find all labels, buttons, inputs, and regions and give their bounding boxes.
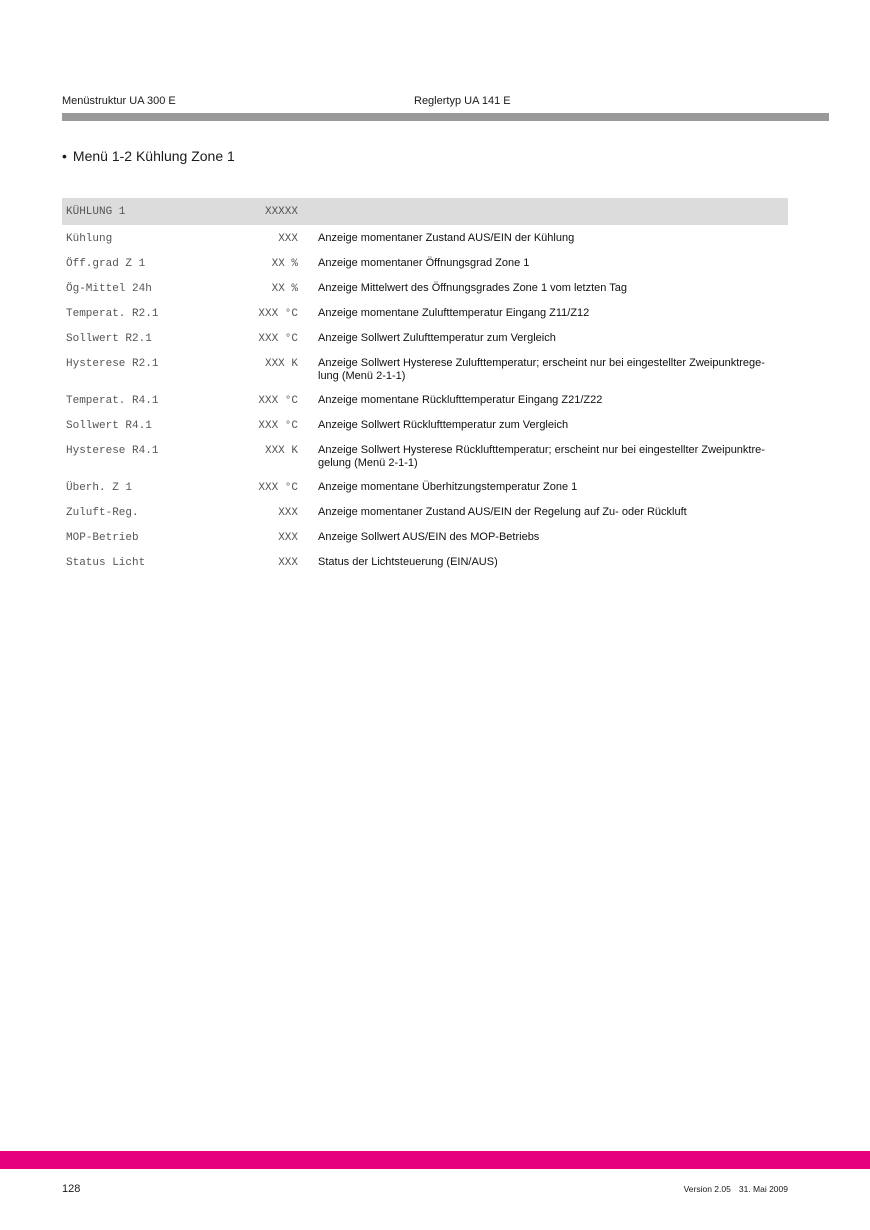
row-label: Kühlung (66, 233, 113, 245)
row-value: XXX K (264, 445, 298, 457)
row-description: Anzeige momentaner Zustand AUS/EIN der Kühlung (318, 232, 575, 244)
row-label: Hysterese R4.1 (66, 445, 159, 457)
bullet-icon: • (62, 148, 67, 164)
version-info (684, 1184, 788, 1194)
table-row (62, 412, 788, 437)
row-description: Status der Lichtsteuerung (EIN/AUS) (318, 556, 498, 568)
table-row (62, 300, 788, 325)
row-description: Anzeige momentane Rücklufttemperatur Eingang Z21/Z22 (318, 394, 603, 406)
row-value: XXX °C (258, 395, 298, 407)
row-description: Anzeige momentaner Zustand AUS/EIN der Regelung auf Zu- oder Rückluft (318, 506, 687, 518)
table-row (62, 499, 788, 524)
row-description: Anzeige Sollwert AUS/EIN des MOP-Betriebs (318, 531, 540, 543)
row-description: Anzeige momentaner Öffnungsgrad Zone 1 (318, 257, 530, 269)
row-value: XXX °C (258, 333, 298, 345)
page-number: 128 (62, 1183, 81, 1195)
row-description: Anzeige Sollwert Rücklufttemperatur zum Vergleich (318, 419, 569, 431)
row-label: Temperat. R4.1 (66, 395, 159, 407)
row-value: XXX (278, 507, 298, 519)
row-label: Hysterese R2.1 (66, 358, 159, 370)
table-header-value: XXXXX (246, 198, 298, 225)
table-row (62, 325, 788, 350)
table-header-row (62, 198, 788, 225)
section-heading (62, 148, 235, 164)
table-header-label: KÜHLUNG 1 (62, 198, 246, 225)
row-description: Anzeige Sollwert Zulufttemperatur zum Vergleich (318, 332, 556, 344)
table-row (62, 225, 788, 250)
row-value: XXX °C (258, 482, 298, 494)
row-label: Status Licht (66, 557, 146, 569)
row-description: Anzeige Sollwert Hysterese Zulufttemperatur; erscheint nur bei eingestellter Zweipunktrege-lung (Menü 2-1-1) (318, 357, 765, 382)
row-label: MOP-Betrieb (66, 532, 139, 544)
table-row (62, 437, 788, 474)
row-value: XX % (271, 258, 298, 270)
row-value: XXX °C (258, 308, 298, 320)
header-left-title: Menüstruktur UA 300 E (62, 95, 176, 107)
table-row (62, 350, 788, 387)
row-label: Zuluft-Reg. (66, 507, 139, 519)
row-label: Ög-Mittel 24h (66, 283, 152, 295)
table-row (62, 549, 788, 574)
row-value: XXX (278, 233, 298, 245)
row-description: Anzeige momentane Zulufttemperatur Eingang Z11/Z12 (318, 307, 590, 319)
table-row (62, 474, 788, 499)
version-label: Version 2.05 (683, 1184, 731, 1194)
section-title: Menü 1-2 Kühlung Zone 1 (72, 148, 235, 164)
row-value: XX % (271, 283, 298, 295)
row-value: XXX (278, 557, 298, 569)
row-label: Sollwert R4.1 (66, 420, 152, 432)
row-label: Überh. Z 1 (66, 482, 133, 494)
table-row (62, 387, 788, 412)
row-label: Temperat. R2.1 (66, 308, 159, 320)
row-description: Anzeige Mittelwert des Öffnungsgrades Zone 1 vom letzten Tag (318, 282, 627, 294)
header-middle-title: Reglertyp UA 141 E (414, 95, 511, 107)
row-description: Anzeige Sollwert Hysterese Rücklufttemperatur; erscheint nur bei eingestellter Zweipunktre-gelung (Menü 2-1-1) (318, 444, 765, 469)
row-value: XXX K (264, 358, 298, 370)
version-date: 31. Mai 2009 (738, 1184, 788, 1194)
row-description: Anzeige momentane Überhitzungstemperatur Zone 1 (318, 481, 578, 493)
table-row (62, 250, 788, 275)
header-divider-bar (62, 113, 829, 121)
row-value: XXX °C (258, 420, 298, 432)
row-label: Öff.grad Z 1 (66, 258, 146, 270)
row-value: XXX (278, 532, 298, 544)
menu-table (62, 198, 788, 574)
row-label: Sollwert R2.1 (66, 333, 152, 345)
footer-accent-bar (0, 1151, 870, 1169)
table-row (62, 275, 788, 300)
table-row (62, 524, 788, 549)
